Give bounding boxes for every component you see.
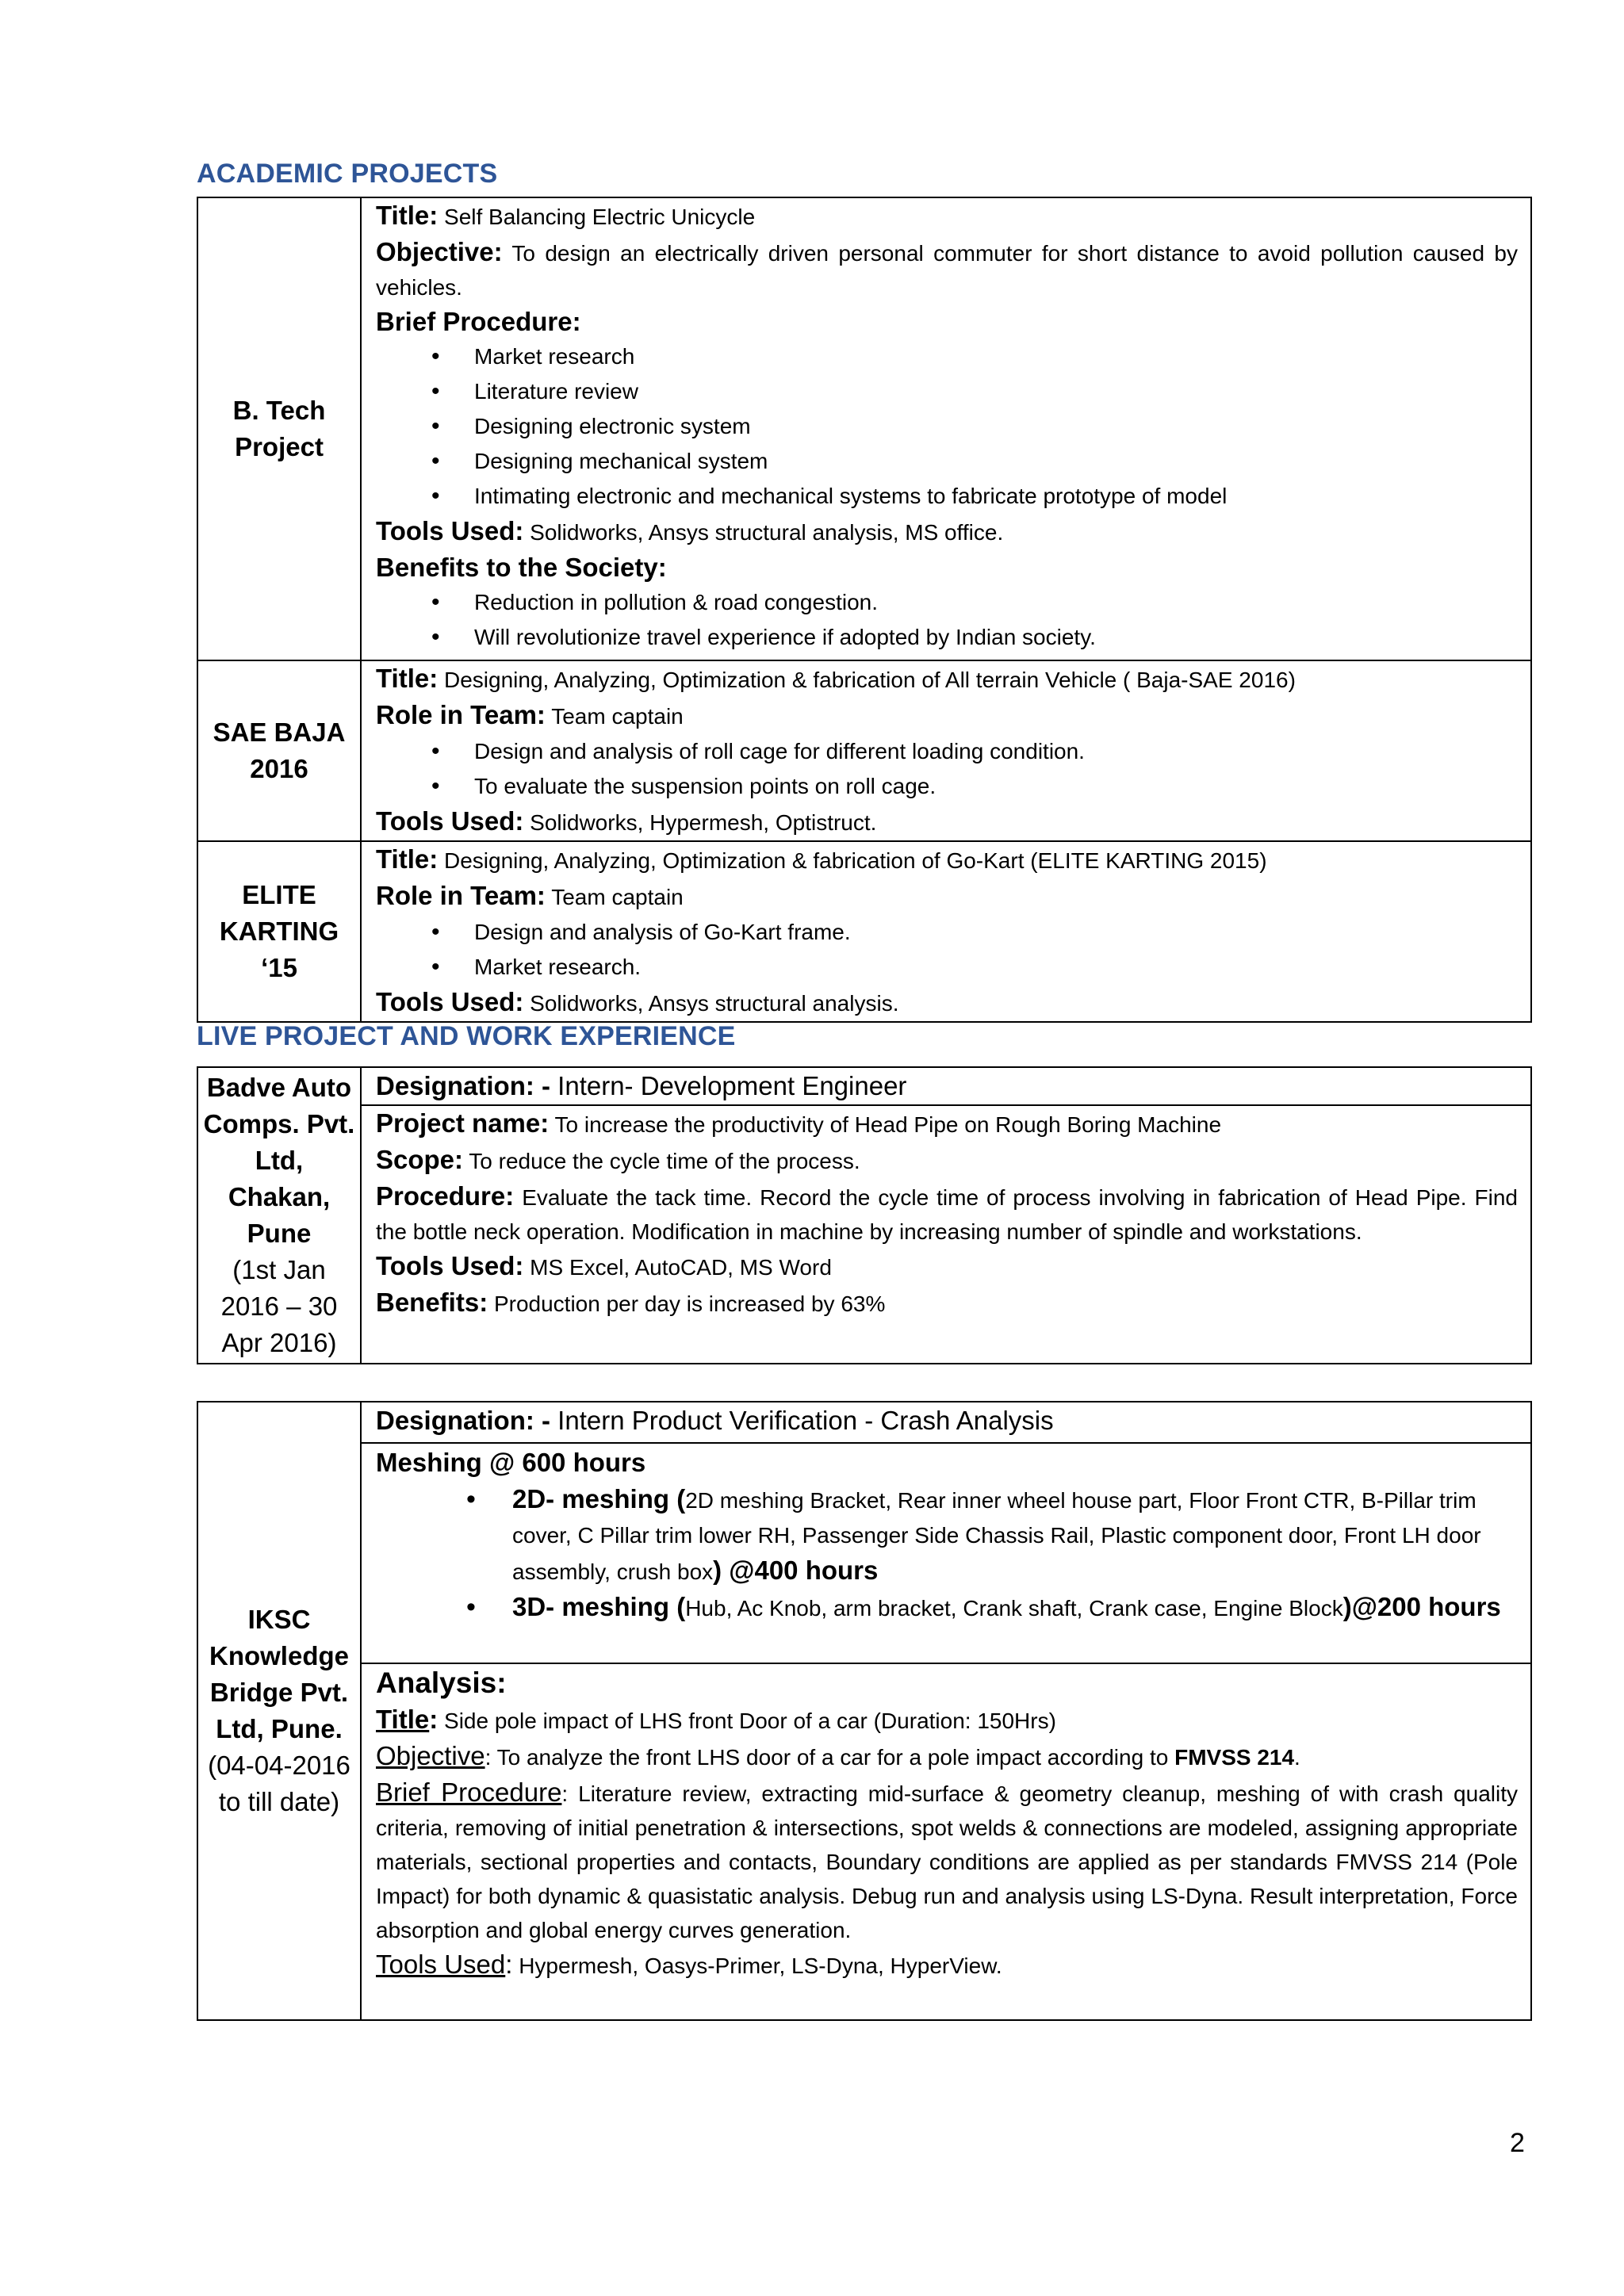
- section-heading-live: LIVE PROJECT AND WORK EXPERIENCE: [197, 1021, 736, 1051]
- list-item: • 3D- meshing (Hub, Ac Knob, arm bracket, Crank shaft, Crank case, Engine Block)@200 hours: [465, 1590, 1518, 1626]
- baja-role: Role in Team: Team captain: [376, 700, 684, 729]
- badve-procedure: Procedure: Evaluate the tack time. Record the cycle time of process involving in fabrication of Head Pipe. Find the bottle neck operation. Modification in machine by increasing number of spindle and workstations.: [376, 1181, 1518, 1244]
- badve-table: [197, 1066, 1532, 1364]
- btech-label-cell: B. Tech Project: [197, 197, 361, 660]
- iksc-meshing-cell: [361, 1443, 1531, 1663]
- list-item: • Design and analysis of roll cage for different loading condition.: [428, 734, 1518, 769]
- table-row-baja: [197, 660, 1531, 841]
- baja-list: [376, 734, 1518, 804]
- iksc-objective: Objective: To analyze the front LHS door of a car for a pole impact according to FMVSS 214.: [376, 1741, 1300, 1770]
- elite-role: Role in Team: Team captain: [376, 881, 684, 910]
- section-heading-academic: ACADEMIC PROJECTS: [197, 159, 498, 189]
- table-row-badve-designation: [197, 1067, 1531, 1105]
- list-item: • Will revolutionize travel experience if adopted by Indian society.: [428, 620, 1518, 655]
- btech-tools: Tools Used: Solidworks, Ansys structural analysis, MS office.: [376, 516, 1004, 545]
- iksc-table: [197, 1401, 1532, 2021]
- page-number: 2: [1510, 2128, 1525, 2158]
- badve-scope: Scope: To reduce the cycle time of the process.: [376, 1145, 860, 1174]
- iksc-tools: Tools Used: Hypermesh, Oasys-Primer, LS-Dyna, HyperView.: [376, 1950, 1002, 1979]
- elite-title: Title: Designing, Analyzing, Optimization & fabrication of Go-Kart (ELITE KARTING 2015): [376, 844, 1267, 874]
- btech-procedure-list: [376, 339, 1518, 514]
- btech-procedure-label: Brief Procedure:: [376, 307, 581, 336]
- table-row-badve-details: [197, 1105, 1531, 1364]
- table-row-btech: [197, 197, 1531, 660]
- iksc-meshing-title: Meshing @ 600 hours: [376, 1448, 646, 1477]
- elite-label-cell: ELITE KARTING ‘15: [197, 841, 361, 1022]
- iksc-analysis-label: Analysis:: [376, 1667, 507, 1699]
- academic-projects-table: [197, 197, 1532, 1023]
- iksc-procedure: Brief Procedure: Literature review, extracting mid-surface & geometry cleanup, meshing of with crash quality criteria, removing of initial penetration & intersections, spot welds & connections are modeled, assigning appropriate materials, sectional properties and contacts, Boundary conditions are applied as per standards FMVSS 214 (Pole Impact) for both dynamic & quasistatic analysis. Debug run and analysis using LS-Dyna. Result interpretation, Force absorption and global energy curves generation.: [376, 1777, 1518, 1942]
- iksc-meshing-list: [376, 1482, 1518, 1626]
- list-item: • 2D- meshing (2D meshing Bracket, Rear inner wheel house part, Floor Front CTR, B-Pillar trim cover, C Pillar trim lower RH, Passenger Side Chassis Rail, Plastic component door, Front LH door assembly, crush box) @400 hours: [465, 1482, 1518, 1590]
- list-item: • Market research: [428, 339, 1518, 374]
- table-row-iksc-designation: [197, 1402, 1531, 1443]
- badve-benefits: Benefits: Production per day is increased by 63%: [376, 1288, 886, 1317]
- list-item: • To evaluate the suspension points on roll cage.: [428, 769, 1518, 804]
- baja-tools: Tools Used: Solidworks, Hypermesh, Optistruct.: [376, 806, 877, 836]
- list-item: • Reduction in pollution & road congestion.: [428, 585, 1518, 620]
- baja-content-cell: [361, 660, 1531, 841]
- btech-benefits-list: [376, 585, 1518, 655]
- list-item: • Literature review: [428, 374, 1518, 409]
- badve-tools: Tools Used: MS Excel, AutoCAD, MS Word: [376, 1251, 832, 1280]
- iksc-designation: Designation: - Intern Product Verification - Crash Analysis: [361, 1402, 1531, 1443]
- table-row-iksc-analysis: [197, 1663, 1531, 2020]
- list-item: • Design and analysis of Go-Kart frame.: [428, 915, 1518, 950]
- badve-label-cell: Badve Auto Comps. Pvt. Ltd, Chakan, Pune (1st Jan 2016 – 30 Apr 2016): [197, 1067, 361, 1364]
- btech-benefits-label: Benefits to the Society:: [376, 553, 667, 582]
- elite-list: [376, 915, 1518, 985]
- list-item: • Designing electronic system: [428, 409, 1518, 444]
- badve-project: Project name: To increase the productivity of Head Pipe on Rough Boring Machine: [376, 1108, 1222, 1138]
- iksc-label-cell: IKSC Knowledge Bridge Pvt. Ltd, Pune. (04-04-2016 to till date): [197, 1402, 361, 2020]
- list-item: • Market research.: [428, 950, 1518, 985]
- iksc-analysis-cell: [361, 1663, 1531, 2020]
- list-item: • Designing mechanical system: [428, 444, 1518, 479]
- elite-content-cell: [361, 841, 1531, 1022]
- baja-label-cell: SAE BAJA 2016: [197, 660, 361, 841]
- table-row-elite: [197, 841, 1531, 1022]
- baja-title: Title: Designing, Analyzing, Optimization & fabrication of All terrain Vehicle ( Baja-SAE 2016): [376, 664, 1296, 693]
- badve-designation: Designation: - Intern- Development Engineer: [361, 1067, 1531, 1105]
- btech-title: Title: Self Balancing Electric Unicycle: [376, 201, 756, 230]
- elite-tools: Tools Used: Solidworks, Ansys structural analysis.: [376, 987, 899, 1016]
- table-row-iksc-meshing: [197, 1443, 1531, 1663]
- badve-content-cell: [361, 1105, 1531, 1364]
- btech-objective: Objective: To design an electrically driven personal commuter for short distance to avoid pollution caused by vehicles.: [376, 237, 1518, 300]
- list-item: • Intimating electronic and mechanical systems to fabricate prototype of model: [428, 479, 1518, 514]
- btech-content-cell: [361, 197, 1531, 660]
- iksc-title: Title: Side pole impact of LHS front Door of a car (Duration: 150Hrs): [376, 1705, 1056, 1734]
